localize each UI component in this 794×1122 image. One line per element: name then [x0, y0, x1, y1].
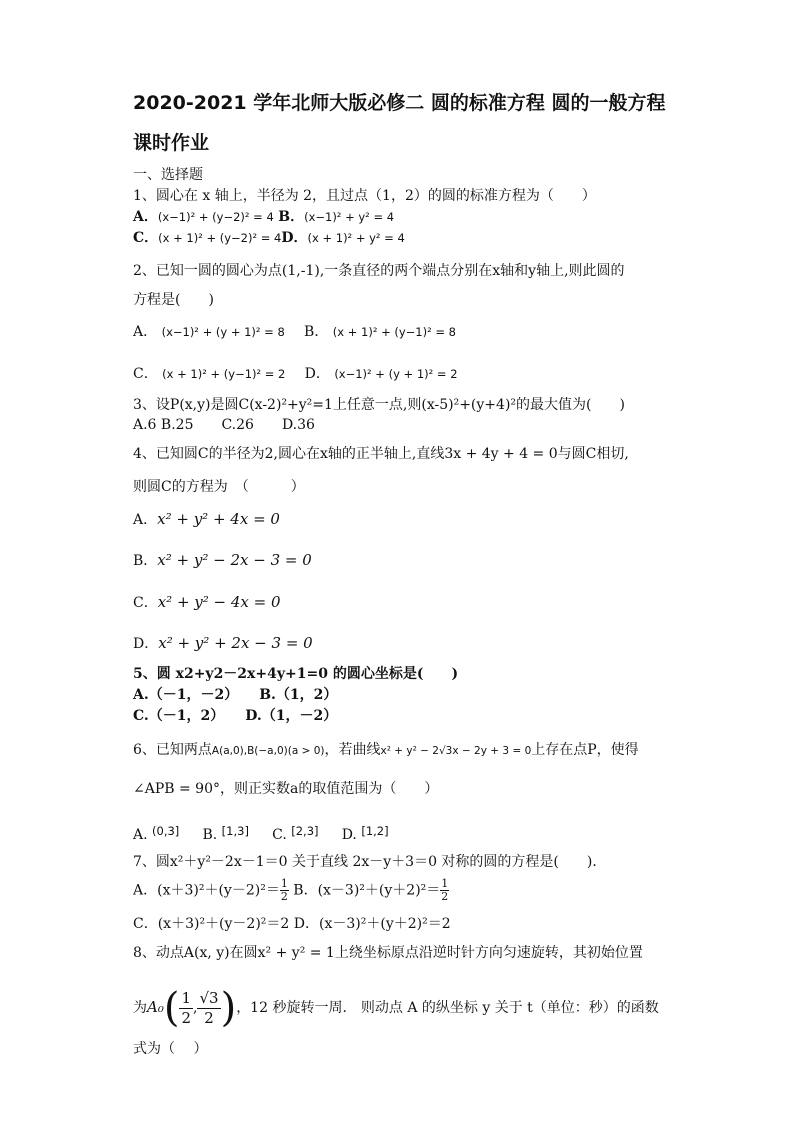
q8-fraction-x [179, 989, 193, 1028]
q4-d-label: D． [133, 636, 159, 652]
q7-a-label: A． [133, 882, 158, 899]
q2-option-b: (x + 1)² + (y−1)² = 8 [332, 325, 456, 339]
q8-frac2-num: √3 [199, 988, 219, 1007]
q2-b-label: B． [304, 324, 329, 340]
q3-stem: 3、设P(x,y)是圆C(x-2)²+y²=1上任意一点,则(x-5)²+(y+4)²的最大值为( ) [133, 397, 625, 413]
q3-options: A.6 B.25 C.26 D.36 [133, 417, 315, 433]
q7-option-c: (x＋3)²＋(y－2)²＝2 [157, 916, 290, 932]
q1-option-b: (x−1)² + y² = 4 [304, 210, 395, 224]
q4-option-a: x² + y² + 4x = 0 [157, 510, 280, 528]
q7-option-a: (x＋3)²＋(y－2)²＝ [157, 882, 280, 899]
q2-options-ab [133, 323, 456, 341]
q7-b-frac-num: 1 [441, 877, 449, 890]
q6-stem-part1: 6、已知两点 [133, 742, 212, 758]
q2-stem-line1: 2、已知一圆的圆心为点(1,-1),一条直径的两个端点分别在x轴和y轴上,则此圆的 [133, 263, 625, 279]
q6-option-b: [1,3] [221, 824, 249, 838]
q5-options-ab: A.（－1，－2） B.（1，2） [133, 687, 338, 703]
q7-a-frac-num: 1 [280, 877, 288, 890]
q6-option-c: [2,3] [291, 824, 319, 838]
q7-option-a-fraction [280, 878, 289, 903]
q8-stem-line3: 式为（ ） [133, 1041, 208, 1057]
q8-comma: , [193, 1000, 198, 1016]
q2-c-label: C． [133, 366, 158, 382]
q1-stem: 1、圆心在 x 轴上，半径为 2，且过点（1，2）的圆的标准方程为（ ） [133, 188, 596, 204]
q6-a-label: A. [133, 827, 148, 843]
q8-stem-line1: 8、动点A(x, y)在圆x² + y² = 1上绕坐标原点沿逆时针方向匀速旋转，其初始位置 [133, 945, 643, 961]
q8-frac2-den: 2 [204, 1008, 214, 1027]
q7-stem: 7、圆x²＋y²－2x－1＝0 关于直线 2x－y＋3＝0 对称的圆的方程是( )． [133, 854, 607, 870]
q4-option-d-row [133, 634, 313, 653]
q4-a-label: A． [133, 512, 158, 528]
q4-option-b: x² + y² − 2x − 3 = 0 [157, 551, 312, 569]
q1-c-label: C． [133, 230, 159, 246]
q6-d-label: D. [341, 827, 357, 843]
q6-option-d: [1,2] [361, 824, 389, 838]
q4-option-c: x² + y² − 4x = 0 [157, 593, 281, 611]
q5-options-cd: C.（－1，2） D.（1，－2） [133, 708, 338, 724]
q7-options-cd [133, 915, 451, 933]
q8-suffix: ，12 秒旋转一周． 则动点 A 的纵坐标 y 关于 t（单位：秒）的函数 [236, 1000, 659, 1016]
q8-frac1-num: 1 [181, 988, 192, 1007]
q2-stem-line2: 方程是( ) [133, 292, 214, 308]
q7-option-b: (x－3)²＋(y＋2)²＝ [317, 882, 441, 899]
q6-points: A(a,0),B(−a,0)(a > 0) [211, 745, 325, 757]
q7-options-ab [133, 878, 449, 903]
q2-options-cd [133, 365, 458, 383]
q8-fraction-y [197, 989, 220, 1028]
q4-option-a-row [133, 510, 280, 529]
q6-stem-part3: 上存在点P，使得 [531, 742, 639, 758]
q7-b-frac-den: 2 [441, 890, 449, 903]
q1-option-d: (x + 1)² + y² = 4 [307, 231, 405, 245]
q2-a-label: A． [133, 324, 158, 340]
q8-prefix: 为 [133, 1000, 147, 1016]
q4-b-label: B． [133, 553, 158, 569]
doc-title-line1: 2020-2021 学年北师大版必修二 圆的标准方程 圆的一般方程 [133, 92, 666, 114]
q7-d-label: D． [293, 916, 320, 932]
q2-option-d: (x−1)² + (y + 1)² = 2 [334, 367, 458, 381]
q8-initial-point: A₀ [147, 998, 164, 1016]
q7-a-frac-den: 2 [280, 890, 288, 903]
q1-a-label: A． [133, 209, 158, 225]
q1-option-a: (x−1)² + (y−2)² = 4 [157, 210, 274, 224]
q2-option-a: (x−1)² + (y + 1)² = 8 [161, 325, 285, 339]
q8-frac1-den: 2 [181, 1008, 192, 1027]
q1-options-ab [133, 208, 394, 226]
q6-curve: x² + y² − 2√3x − 2y + 3 = 0 [380, 745, 532, 757]
q7-option-d: (x－3)²＋(y＋2)²＝2 [319, 916, 451, 932]
q8-left-paren: ( [163, 985, 180, 1031]
q6-c-label: C. [272, 827, 287, 843]
q4-option-b-row [133, 551, 312, 570]
q8-stem-line2 [133, 983, 659, 1031]
q7-c-label: C． [133, 916, 158, 932]
q7-option-b-fraction [440, 878, 449, 903]
doc-title-line2: 课时作业 [133, 132, 210, 154]
q6-stem-line1 [133, 741, 639, 760]
q6-b-label: B. [202, 827, 218, 843]
q4-stem-line1: 4、已知圆C的半径为2,圆心在x轴的正半轴上,直线3x + 4y + 4 = 0与圆C相切, [133, 446, 629, 462]
q2-d-label: D． [304, 366, 330, 382]
q6-options [133, 822, 389, 844]
q8-right-paren: ) [220, 985, 237, 1031]
q5-stem: 5、圆 x2+y2－2x+4y+1=0 的圆心坐标是( ) [133, 666, 459, 682]
q2-option-c: (x + 1)² + (y−1)² = 2 [162, 367, 286, 381]
q1-d-label: D． [281, 230, 308, 246]
q6-stem-part2: ，若曲线 [324, 742, 381, 758]
section-heading: 一、选择题 [133, 167, 203, 183]
q4-stem-line2: 则圆C的方程为 （ ） [133, 479, 305, 495]
q6-stem-line2: ∠APB = 90°，则正实数a的取值范围为（ ） [133, 781, 439, 797]
q7-b-label: B． [293, 882, 318, 899]
q4-option-d: x² + y² + 2x − 3 = 0 [158, 634, 313, 652]
q1-b-label: B． [278, 209, 305, 225]
q6-option-a: (0,3] [152, 824, 180, 838]
q4-c-label: C． [133, 595, 158, 611]
q1-option-c: (x + 1)² + (y−2)² = 4 [158, 231, 282, 245]
q4-option-c-row [133, 593, 281, 612]
q1-options-cd [133, 229, 405, 247]
